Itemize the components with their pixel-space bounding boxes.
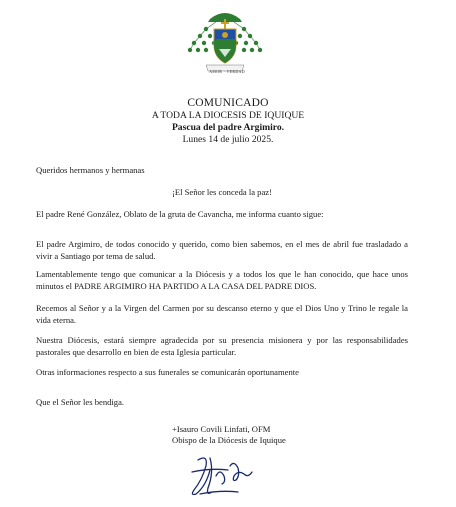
crest-motto: AMOR · VERDAD <box>209 69 245 74</box>
greeting: Queridos hermanos y hermanas <box>36 165 145 175</box>
letter-date: Lunes 14 de julio 2025. <box>182 134 274 145</box>
paragraph-3: Lamentablemente tengo que comunicar a la Diócesis y a todos los que le han conocido, que hace unos minutos el PADRE ARGIMIRO HA PARTIDO A LA CASA DEL PADRE DIOS. <box>36 269 408 291</box>
blessing: ¡El Señor les conceda la paz! <box>172 187 272 197</box>
closing: Que el Señor les bendiga. <box>36 397 125 407</box>
letter-title: COMUNICADO <box>187 97 269 109</box>
signer-title: Obispo de la Diócesis de Iquique <box>172 435 286 445</box>
paragraph-6: Otras informaciones respecto a sus funerales se comunicarán oportunamente <box>36 367 299 377</box>
signer-name: +Isauro Covili Linfati, OFM <box>172 424 271 434</box>
handwritten-signature <box>180 450 270 502</box>
paragraph-2: El padre Argimiro, de todos conocido y querido, como bien sabemos, en el mes de abril fue trasladado a vivir a Santiago por tema de salud. <box>36 239 408 261</box>
letter-subject: Pascua del padre Argimiro. <box>171 122 285 133</box>
paragraph-1: El padre René González, Oblato de la gruta de Cavancha, me informa cuanto sigue: <box>36 209 324 219</box>
paragraph-4: Recemos al Señor y a la Virgen del Carmen por su descanso eterno y que el Dios Uno y Trino le regale la vida eterna. <box>36 303 408 325</box>
paragraph-5: Nuestra Diócesis, estará siempre agradecida por su presencia misionera y por las responsabilidades pastorales que desarrollo en bien de esta Iglesia particular. <box>36 335 408 357</box>
letter-addressee: A TODA LA DIOCESIS DE IQUIQUE <box>151 110 305 121</box>
